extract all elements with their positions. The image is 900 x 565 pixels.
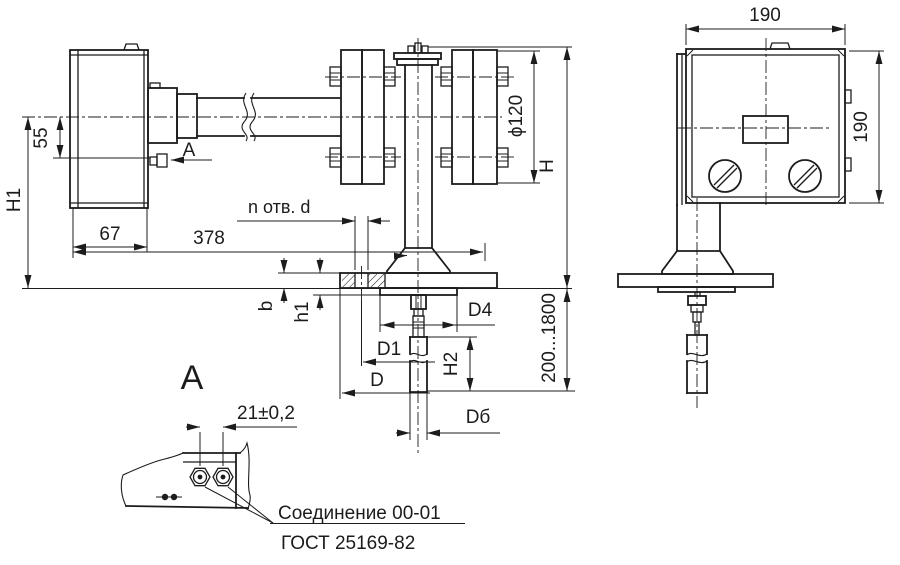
union-nut [213,468,233,485]
cable-gland [709,160,741,192]
weld-arrow [394,256,407,257]
bolt-head [384,67,395,86]
stand-column-front [618,203,773,292]
side-view [4,38,575,455]
rivets [156,494,182,500]
dim-378: 378 [193,228,225,249]
dim-H2: H2 [441,351,463,377]
dim-D: D [370,370,384,391]
electronics-housing [70,44,148,208]
note-connection: Соединение 00-01 [278,503,441,524]
bolt-head [497,148,508,167]
cone [662,251,733,274]
bolt-head [384,148,395,167]
detail-dimension [186,403,297,466]
hinge-tab [845,90,851,103]
cable-gland [789,160,821,192]
raised-face [658,287,735,292]
dim-55: 55 [31,127,53,149]
float-probe [410,295,427,392]
bolt-head [441,148,452,167]
bolt-head [441,67,452,86]
dim-h1-flange: h1 [292,301,314,323]
connection-note [205,487,465,554]
float [410,337,427,392]
mounting-flange [340,273,497,295]
dim-190-width: 190 [749,5,781,26]
bolt-head [330,148,341,167]
dim-Db: Dб [465,407,491,428]
dim-phi120: ϕ120 [506,94,528,138]
bolt-head [330,67,341,86]
drain-fitting [150,140,212,167]
union-nut [190,468,210,485]
centerlines [408,38,832,408]
detail-a [121,359,465,554]
detail-outline [121,443,250,509]
front-view [408,5,884,408]
front-view-dimensions [686,5,884,203]
detail-callout-a: А [182,140,196,161]
dim-21: 21±0,2 [237,403,295,424]
dim-H1: H1 [4,187,26,213]
mounting-flange-front [618,274,773,287]
dim-190-height: 190 [851,111,873,143]
display-window [743,116,788,143]
raised-face [380,288,457,295]
dim-b: b [256,300,278,312]
enclosure-front [677,43,851,205]
break-line [410,353,427,355]
note-gost: ГОСТ 25169-82 [281,533,416,554]
dim-D4: D4 [467,300,493,321]
dim-holes: n отв. d [248,197,311,217]
detail-title: А [180,359,204,397]
dim-67: 67 [99,224,121,245]
connecting-tube [148,83,340,143]
dim-range: 200...1800 [539,293,561,383]
dim-H: H [537,159,559,173]
bolt-head [497,67,508,86]
side-view-dimensions [4,47,575,440]
dim-D1: D1 [376,339,402,360]
hinge-tab [845,158,851,171]
